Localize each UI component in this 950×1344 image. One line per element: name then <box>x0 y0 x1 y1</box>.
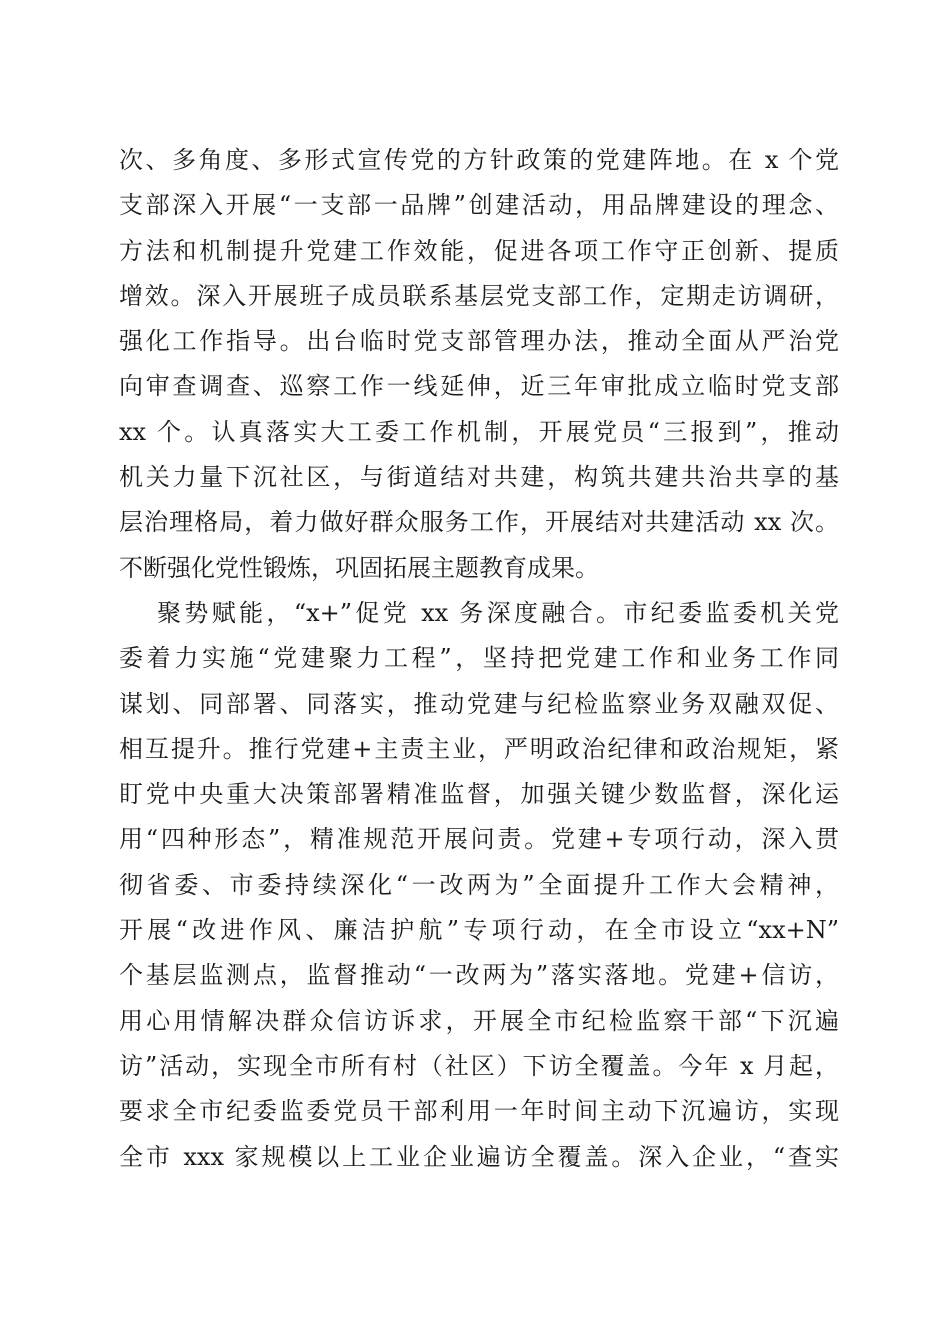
text-line: xx 个。认真落实大工委工作机制，开展党员“三报到”，推动 <box>119 417 839 446</box>
text-line: 用心用情解决群众信访诉求，开展全市纪检监察干部“下沉遍 <box>119 1006 839 1035</box>
paragraph-1 <box>119 138 839 591</box>
text-line: 谋划、同部署、同落实，推动党建与纪检监察业务双融双促、 <box>119 689 839 718</box>
text-line: 用“四种形态”，精准规范开展问责。党建+专项行动，深入贯 <box>119 825 839 854</box>
paragraph-2 <box>119 591 839 1180</box>
text-line: 层治理格局，着力做好群众服务工作，开展结对共建活动 xx 次。 <box>119 508 839 537</box>
text-line: 彻省委、市委持续深化“一改两为”全面提升工作大会精神， <box>119 870 839 899</box>
text-line: 聚势赋能，“x+”促党 xx 务深度融合。市纪委监委机关党 <box>157 598 839 627</box>
text-line: 个基层监测点，监督推动“一改两为”落实落地。党建+信访， <box>119 961 839 990</box>
text-line: 开展“改进作风、廉洁护航”专项行动，在全市设立“xx+N” <box>119 916 839 945</box>
text-line: 增效。深入开展班子成员联系基层党支部工作，定期走访调研， <box>119 281 839 310</box>
text-line: 访”活动，实现全市所有村（社区）下访全覆盖。今年 x 月起， <box>119 1051 839 1080</box>
text-line: 机关力量下沉社区，与街道结对共建，构筑共建共治共享的基 <box>119 463 839 492</box>
document-body <box>119 138 839 1180</box>
text-line: 不断强化党性锻炼，巩固拓展主题教育成果。 <box>119 553 599 582</box>
text-line: 次、多角度、多形式宣传党的方针政策的党建阵地。在 x 个党 <box>119 146 839 174</box>
text-line: 全市 xxx 家规模以上工业企业遍访全覆盖。深入企业，“查实 <box>119 1142 839 1171</box>
text-line: 要求全市纪委监委党员干部利用一年时间主动下沉遍访，实现 <box>119 1097 839 1126</box>
text-line: 方法和机制提升党建工作效能，促进各项工作守正创新、提质 <box>119 236 839 265</box>
text-line: 向审查调查、巡察工作一线延伸，近三年审批成立临时党支部 <box>119 372 839 401</box>
text-line: 支部深入开展“一支部一品牌”创建活动，用品牌建设的理念、 <box>119 191 839 220</box>
text-line: 委着力实施“党建聚力工程”，坚持把党建工作和业务工作同 <box>119 644 839 673</box>
text-line: 相互提升。推行党建+主责主业，严明政治纪律和政治规矩，紧 <box>119 734 839 763</box>
text-line: 强化工作指导。出台临时党支部管理办法，推动全面从严治党 <box>119 327 839 356</box>
text-line: 盯党中央重大决策部署精准监督，加强关键少数监督，深化运 <box>119 780 839 809</box>
